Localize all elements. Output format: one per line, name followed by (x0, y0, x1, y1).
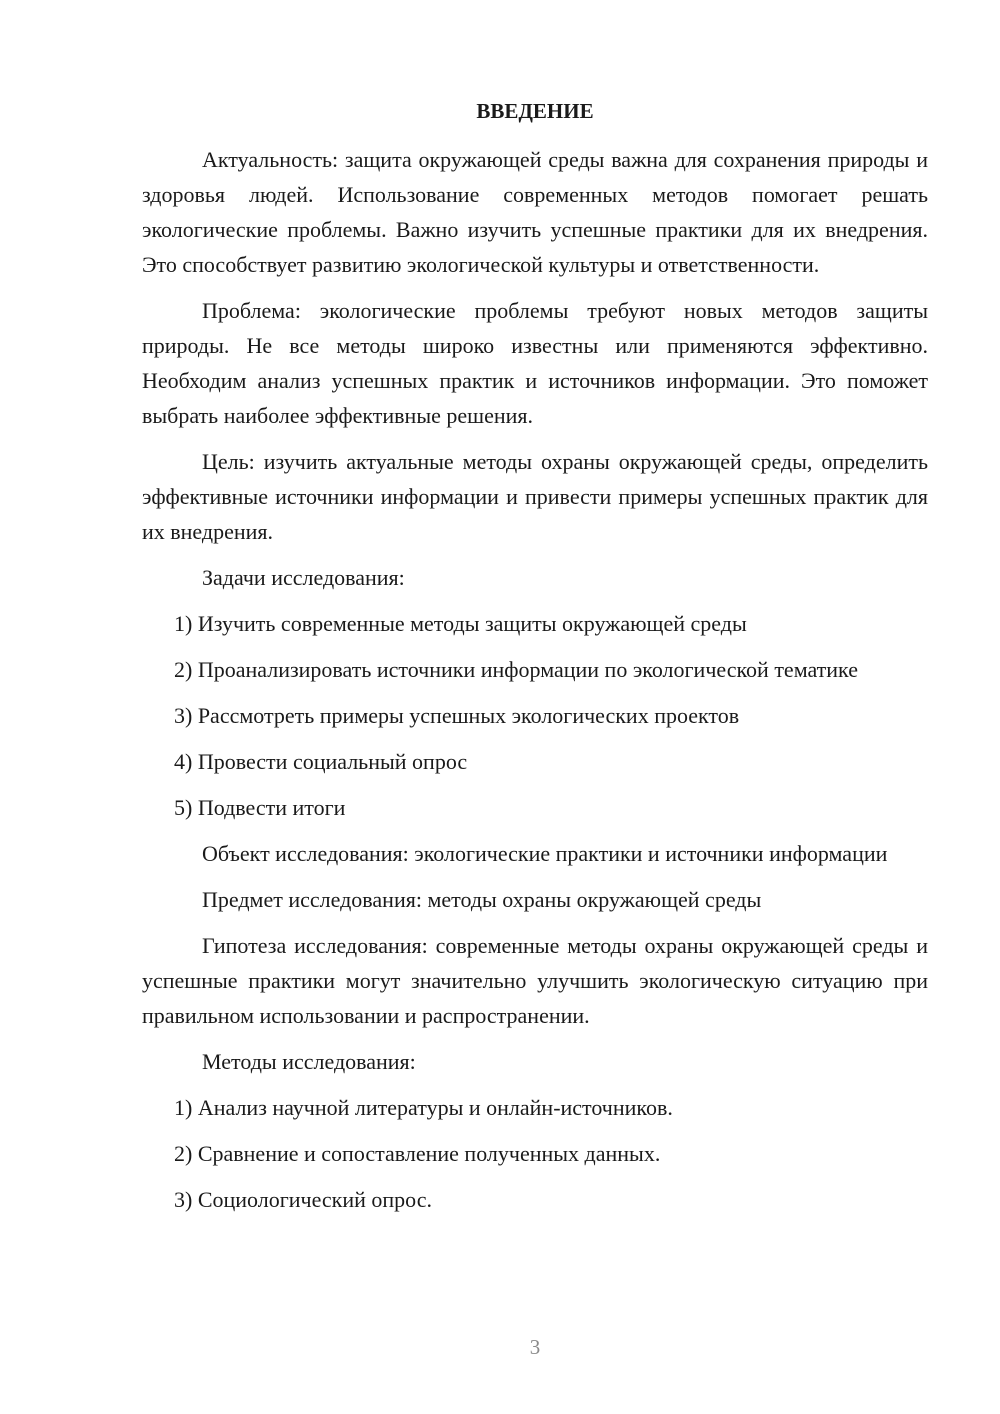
method-item-3: 3) Социологический опрос. (174, 1187, 432, 1212)
subject-paragraph: Предмет исследования: методы охраны окружающей среды (202, 887, 762, 912)
task-item-2: 2) Проанализировать источники информации по экологической тематике (174, 657, 858, 682)
document-body (142, 142, 928, 1228)
task-item-4: 4) Провести социальный опрос (174, 749, 468, 774)
task-item-1: 1) Изучить современные методы защиты окружающей среды (174, 611, 747, 636)
relevance-paragraph: Актуальность: защита окружающей среды важна для сохранения природы и здоровья людей. Использование современных методов помогает решать экологические проблемы. Важно изучить успешные практики для их внедрения. Это способствует развитию экологической культуры и ответственности. (142, 147, 928, 277)
hypothesis-paragraph: Гипотеза исследования: современные методы охраны окружающей среды и успешные практики могут значительно улучшить экологическую ситуацию при правильном использовании и распространении. (142, 933, 928, 1028)
page-title: ВВЕДЕНИЕ (476, 99, 594, 123)
tasks-heading: Задачи исследования: (202, 565, 405, 590)
object-paragraph: Объект исследования: экологические практики и источники информации (202, 841, 888, 866)
page-number: 3 (529, 1335, 541, 1359)
method-item-1: 1) Анализ научной литературы и онлайн-источников. (174, 1095, 673, 1120)
goal-paragraph: Цель: изучить актуальные методы охраны окружающей среды, определить эффективные источники информации и привести примеры успешных практик для их внедрения. (142, 449, 928, 544)
methods-heading: Методы исследования: (202, 1049, 416, 1074)
task-item-3: 3) Рассмотреть примеры успешных экологических проектов (174, 703, 740, 728)
method-item-2: 2) Сравнение и сопоставление полученных данных. (174, 1141, 661, 1166)
problem-paragraph: Проблема: экологические проблемы требуют новых методов защиты природы. Не все методы широко известны или применяются эффективно. Необходим анализ успешных практик и источников информации. Это поможет выбрать наиболее эффективные решения. (142, 298, 928, 428)
task-item-5: 5) Подвести итоги (174, 795, 346, 820)
